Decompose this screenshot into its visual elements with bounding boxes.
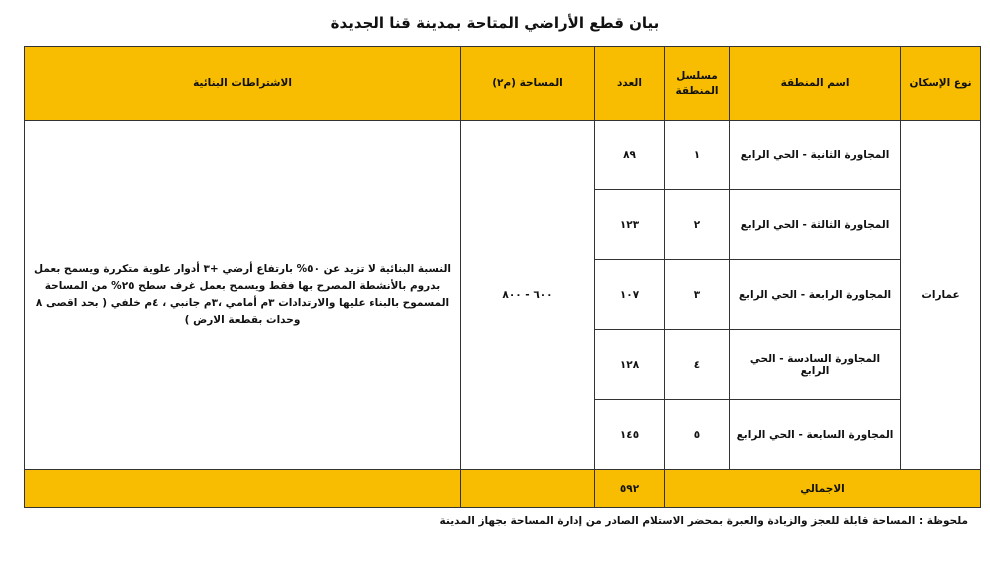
land-plots-table xyxy=(24,46,981,508)
serial-cell: ٣ xyxy=(665,260,730,330)
header-area: المساحة (م٢) xyxy=(461,47,595,121)
count-cell: ١٢٣ xyxy=(595,190,665,260)
total-count: ٥٩٢ xyxy=(595,470,665,508)
region-name-cell: المجاورة الثالثة - الحي الرابع xyxy=(730,190,901,260)
page-title: بيان قطع الأراضي المتاحة بمدينة قنا الجديدة xyxy=(330,14,660,32)
count-cell: ١٠٧ xyxy=(595,260,665,330)
total-row xyxy=(25,470,981,508)
total-empty-cell xyxy=(25,470,461,508)
header-count: العدد xyxy=(595,47,665,121)
header-serial: مسلسل المنطقة xyxy=(665,47,730,121)
housing-type-cell: عمارات xyxy=(901,121,981,470)
region-name-cell: المجاورة الثانية - الحي الرابع xyxy=(730,121,901,190)
table-row xyxy=(25,121,981,190)
footnote: ملحوظة : المساحة قابلة للعجز والزيادة والعبرة بمحضر الاستلام الصادر من إدارة المساحة بجهاز المدينة xyxy=(439,515,968,527)
serial-cell: ٥ xyxy=(665,400,730,470)
serial-cell: ٢ xyxy=(665,190,730,260)
region-name-cell: المجاورة الرابعة - الحي الرابع xyxy=(730,260,901,330)
area-range-cell: ٦٠٠ - ٨٠٠ xyxy=(461,121,595,470)
region-name-cell: المجاورة السابعة - الحي الرابع xyxy=(730,400,901,470)
building-conditions-cell: النسبة البنائية لا تزيد عن ٥٠% بارتفاع أرضي +٣ أدوار علوية متكررة ويسمح بعمل بدروم بالأنشطة المصرح بها فقط ويسمح بعمل غرف سطح ٢٥% من المساحة المسموح بالبناء عليها والارتدادات ٣م أمامي ،٣م جانبي ، ٤م خلفي ( بحد اقصى ٨ وحدات بقطعة الارض ) xyxy=(25,121,461,470)
header-region-name: اسم المنطقة xyxy=(730,47,901,121)
count-cell: ١٢٨ xyxy=(595,330,665,400)
region-name-cell: المجاورة السادسة - الحي الرابع xyxy=(730,330,901,400)
table-header-row xyxy=(25,47,981,121)
header-conditions: الاشتراطات البنائية xyxy=(25,47,461,121)
header-housing-type: نوع الإسكان xyxy=(901,47,981,121)
total-empty-cell xyxy=(461,470,595,508)
serial-cell: ١ xyxy=(665,121,730,190)
count-cell: ١٤٥ xyxy=(595,400,665,470)
serial-cell: ٤ xyxy=(665,330,730,400)
count-cell: ٨٩ xyxy=(595,121,665,190)
total-label: الاجمالي xyxy=(665,470,981,508)
